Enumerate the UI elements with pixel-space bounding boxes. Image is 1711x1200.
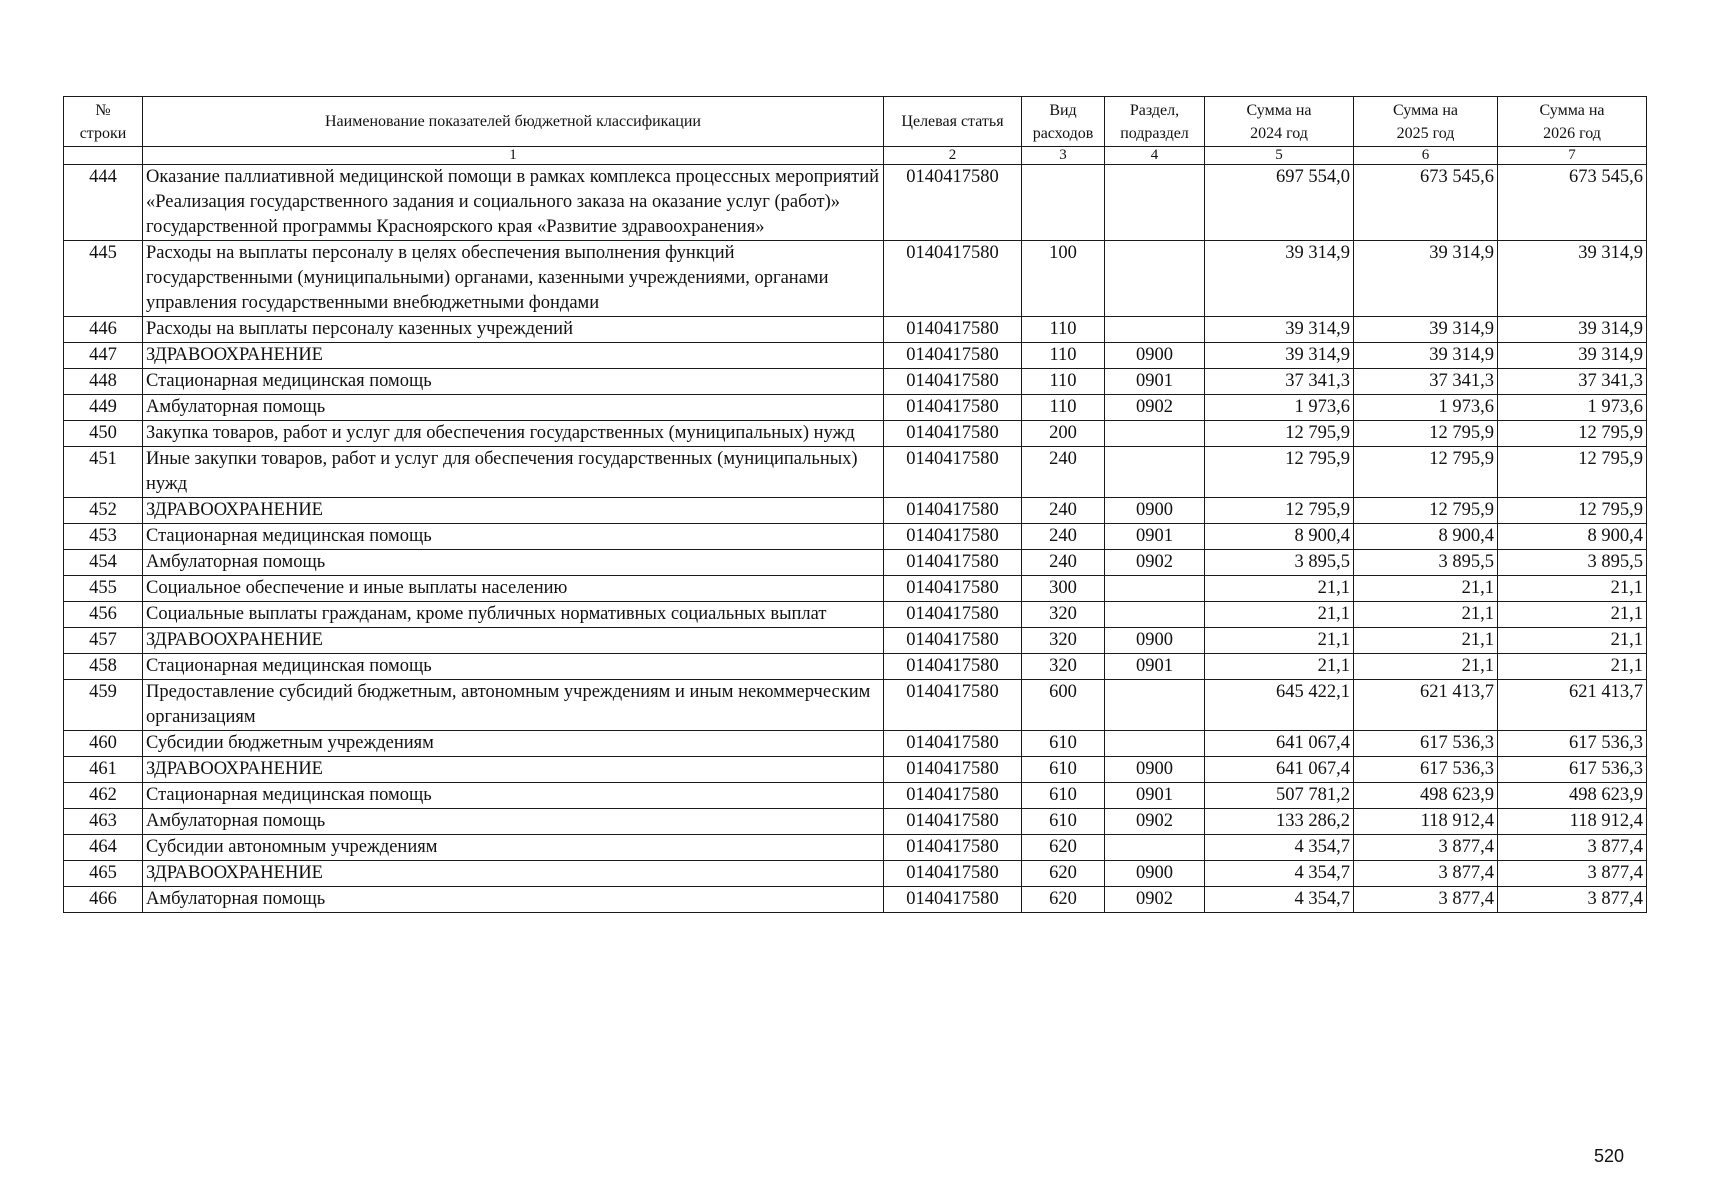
row-name-cell: Предоставление субсидий бюджетным, автономным учреждениям и иным некоммерческим организациям [143, 680, 884, 731]
header-section-line2: подраздел [1120, 124, 1189, 142]
target-article-cell: 0140417580 [884, 628, 1022, 654]
table-row [64, 783, 1647, 809]
target-article-cell: 0140417580 [884, 447, 1022, 498]
table-row [64, 731, 1647, 757]
target-article-cell: 0140417580 [884, 731, 1022, 757]
target-article-cell: 0140417580 [884, 241, 1022, 317]
section-cell [1105, 165, 1205, 241]
table-row [64, 421, 1647, 447]
column-number-row [64, 147, 1647, 165]
sum-2025-cell: 1 973,6 [1354, 395, 1498, 421]
expense-type-cell: 320 [1022, 628, 1105, 654]
section-cell: 0902 [1105, 809, 1205, 835]
header-sum-2026 [1498, 97, 1647, 147]
column-number: 1 [143, 147, 884, 165]
row-name-cell: Расходы на выплаты персоналу казенных учреждений [143, 317, 884, 343]
section-cell: 0902 [1105, 550, 1205, 576]
sum-2025-cell: 8 900,4 [1354, 524, 1498, 550]
row-name-cell: Стационарная медицинская помощь [143, 369, 884, 395]
sum-2026-cell: 617 536,3 [1498, 757, 1647, 783]
sum-2025-cell: 12 795,9 [1354, 498, 1498, 524]
sum-2024-cell: 12 795,9 [1205, 421, 1354, 447]
header-expense-type-line1: Вид [1049, 101, 1077, 119]
row-name-cell: Стационарная медицинская помощь [143, 783, 884, 809]
section-cell [1105, 421, 1205, 447]
target-article-cell: 0140417580 [884, 576, 1022, 602]
table-row [64, 498, 1647, 524]
column-number [64, 147, 143, 165]
table-row [64, 343, 1647, 369]
section-cell [1105, 602, 1205, 628]
header-expense-type-line2: расходов [1032, 124, 1094, 142]
section-cell: 0901 [1105, 783, 1205, 809]
expense-type-cell: 240 [1022, 550, 1105, 576]
target-article-cell: 0140417580 [884, 887, 1022, 913]
sum-2024-cell: 697 554,0 [1205, 165, 1354, 241]
table-row [64, 550, 1647, 576]
table-row [64, 395, 1647, 421]
section-cell: 0901 [1105, 654, 1205, 680]
row-name-cell: ЗДРАВООХРАНЕНИЕ [143, 498, 884, 524]
column-number: 3 [1022, 147, 1105, 165]
sum-2024-cell: 39 314,9 [1205, 343, 1354, 369]
row-name-cell: ЗДРАВООХРАНЕНИЕ [143, 757, 884, 783]
header-expense-type [1022, 97, 1105, 147]
target-article-cell: 0140417580 [884, 369, 1022, 395]
sum-2025-cell: 12 795,9 [1354, 447, 1498, 498]
sum-2026-cell: 1 973,6 [1498, 395, 1647, 421]
sum-2026-cell: 3 877,4 [1498, 887, 1647, 913]
sum-2024-cell: 39 314,9 [1205, 317, 1354, 343]
target-article-cell: 0140417580 [884, 165, 1022, 241]
sum-2024-cell: 21,1 [1205, 576, 1354, 602]
expense-type-cell: 240 [1022, 447, 1105, 498]
sum-2024-cell: 4 354,7 [1205, 835, 1354, 861]
sum-2024-cell: 21,1 [1205, 654, 1354, 680]
section-cell: 0901 [1105, 369, 1205, 395]
target-article-cell: 0140417580 [884, 757, 1022, 783]
sum-2025-cell: 621 413,7 [1354, 680, 1498, 731]
section-cell [1105, 731, 1205, 757]
sum-2025-cell: 3 895,5 [1354, 550, 1498, 576]
sum-2024-cell: 641 067,4 [1205, 757, 1354, 783]
sum-2026-cell: 21,1 [1498, 628, 1647, 654]
sum-2024-cell: 507 781,2 [1205, 783, 1354, 809]
section-cell [1105, 835, 1205, 861]
row-number-cell: 445 [64, 241, 143, 317]
section-cell: 0901 [1105, 524, 1205, 550]
expense-type-cell: 300 [1022, 576, 1105, 602]
sum-2026-cell: 673 545,6 [1498, 165, 1647, 241]
expense-type-cell: 610 [1022, 783, 1105, 809]
sum-2026-cell: 21,1 [1498, 654, 1647, 680]
row-name-cell: Амбулаторная помощь [143, 887, 884, 913]
expense-type-cell: 110 [1022, 395, 1105, 421]
table-row [64, 524, 1647, 550]
budget-table [63, 96, 1647, 913]
target-article-cell: 0140417580 [884, 395, 1022, 421]
row-number-cell: 448 [64, 369, 143, 395]
target-article-cell: 0140417580 [884, 861, 1022, 887]
table-row [64, 165, 1647, 241]
row-number-cell: 449 [64, 395, 143, 421]
sum-2024-cell: 133 286,2 [1205, 809, 1354, 835]
table-row [64, 654, 1647, 680]
sum-2026-cell: 21,1 [1498, 576, 1647, 602]
section-cell [1105, 241, 1205, 317]
row-number-cell: 462 [64, 783, 143, 809]
header-sum-2026-line2: 2026 год [1543, 124, 1601, 142]
row-name-cell: Амбулаторная помощь [143, 809, 884, 835]
sum-2025-cell: 21,1 [1354, 602, 1498, 628]
row-number-cell: 454 [64, 550, 143, 576]
sum-2025-cell: 3 877,4 [1354, 887, 1498, 913]
table-row [64, 887, 1647, 913]
sum-2026-cell: 621 413,7 [1498, 680, 1647, 731]
sum-2025-cell: 617 536,3 [1354, 757, 1498, 783]
table-row [64, 241, 1647, 317]
column-number: 2 [884, 147, 1022, 165]
target-article-cell: 0140417580 [884, 835, 1022, 861]
expense-type-cell: 320 [1022, 602, 1105, 628]
expense-type-cell: 620 [1022, 835, 1105, 861]
header-row [64, 97, 1647, 147]
row-number-cell: 456 [64, 602, 143, 628]
sum-2024-cell: 645 422,1 [1205, 680, 1354, 731]
sum-2025-cell: 12 795,9 [1354, 421, 1498, 447]
row-name-cell: Социальное обеспечение и иные выплаты населению [143, 576, 884, 602]
section-cell: 0900 [1105, 757, 1205, 783]
expense-type-cell: 110 [1022, 343, 1105, 369]
target-article-cell: 0140417580 [884, 654, 1022, 680]
table-row [64, 680, 1647, 731]
target-article-cell: 0140417580 [884, 550, 1022, 576]
row-number-cell: 446 [64, 317, 143, 343]
table-row [64, 602, 1647, 628]
table-row [64, 576, 1647, 602]
expense-type-cell: 100 [1022, 241, 1105, 317]
section-cell [1105, 447, 1205, 498]
sum-2025-cell: 498 623,9 [1354, 783, 1498, 809]
page-number: 520 [1594, 1146, 1625, 1166]
row-name-cell: Расходы на выплаты персоналу в целях обеспечения выполнения функций государственными (муниципальными) органами, казенными учреждениями, органами управления государственными внебюджетными фондами [143, 241, 884, 317]
sum-2024-cell: 4 354,7 [1205, 861, 1354, 887]
header-sum-2024 [1205, 97, 1354, 147]
header-sum-2025 [1354, 97, 1498, 147]
expense-type-cell: 110 [1022, 369, 1105, 395]
row-name-cell: Амбулаторная помощь [143, 395, 884, 421]
target-article-cell: 0140417580 [884, 680, 1022, 731]
row-number-cell: 453 [64, 524, 143, 550]
table-row [64, 861, 1647, 887]
sum-2024-cell: 4 354,7 [1205, 887, 1354, 913]
table-body [64, 165, 1647, 913]
row-name-cell: Стационарная медицинская помощь [143, 524, 884, 550]
expense-type-cell: 200 [1022, 421, 1105, 447]
target-article-cell: 0140417580 [884, 524, 1022, 550]
row-name-cell: Амбулаторная помощь [143, 550, 884, 576]
expense-type-cell: 240 [1022, 524, 1105, 550]
section-cell: 0902 [1105, 395, 1205, 421]
target-article-cell: 0140417580 [884, 602, 1022, 628]
table-row [64, 369, 1647, 395]
sum-2024-cell: 12 795,9 [1205, 447, 1354, 498]
header-section-line1: Раздел, [1129, 101, 1180, 119]
sum-2026-cell: 39 314,9 [1498, 317, 1647, 343]
sum-2024-cell: 1 973,6 [1205, 395, 1354, 421]
header-name: Наименование показателей бюджетной классификации [143, 97, 884, 147]
expense-type-cell: 620 [1022, 887, 1105, 913]
sum-2026-cell: 3 877,4 [1498, 835, 1647, 861]
sum-2024-cell: 37 341,3 [1205, 369, 1354, 395]
table-row [64, 317, 1647, 343]
header-sum-2024-line1: Сумма на [1246, 101, 1312, 119]
section-cell: 0900 [1105, 861, 1205, 887]
sum-2025-cell: 39 314,9 [1354, 317, 1498, 343]
section-cell [1105, 317, 1205, 343]
section-cell: 0902 [1105, 887, 1205, 913]
sum-2026-cell: 12 795,9 [1498, 447, 1647, 498]
table-header [64, 97, 1647, 165]
row-number-cell: 444 [64, 165, 143, 241]
expense-type-cell: 600 [1022, 680, 1105, 731]
sum-2026-cell: 39 314,9 [1498, 241, 1647, 317]
expense-type-cell: 110 [1022, 317, 1105, 343]
row-name-cell: Иные закупки товаров, работ и услуг для обеспечения государственных (муниципальных) нужд [143, 447, 884, 498]
column-number: 6 [1354, 147, 1498, 165]
table-row [64, 835, 1647, 861]
row-number-cell: 455 [64, 576, 143, 602]
section-cell: 0900 [1105, 343, 1205, 369]
row-number-cell: 463 [64, 809, 143, 835]
sum-2025-cell: 617 536,3 [1354, 731, 1498, 757]
row-name-cell: ЗДРАВООХРАНЕНИЕ [143, 628, 884, 654]
table-row [64, 757, 1647, 783]
column-number: 7 [1498, 147, 1647, 165]
header-row-number-sign: № [95, 101, 111, 119]
sum-2026-cell: 118 912,4 [1498, 809, 1647, 835]
target-article-cell: 0140417580 [884, 317, 1022, 343]
sum-2026-cell: 8 900,4 [1498, 524, 1647, 550]
sum-2025-cell: 673 545,6 [1354, 165, 1498, 241]
table-row [64, 628, 1647, 654]
sum-2026-cell: 21,1 [1498, 602, 1647, 628]
sum-2026-cell: 12 795,9 [1498, 421, 1647, 447]
expense-type-cell: 610 [1022, 809, 1105, 835]
header-sum-2025-line2: 2025 год [1396, 124, 1455, 142]
target-article-cell: 0140417580 [884, 421, 1022, 447]
sum-2026-cell: 37 341,3 [1498, 369, 1647, 395]
sum-2026-cell: 498 623,9 [1498, 783, 1647, 809]
sum-2024-cell: 39 314,9 [1205, 241, 1354, 317]
row-number-cell: 465 [64, 861, 143, 887]
sum-2024-cell: 8 900,4 [1205, 524, 1354, 550]
sum-2025-cell: 3 877,4 [1354, 835, 1498, 861]
section-cell [1105, 576, 1205, 602]
header-sum-2026-line1: Сумма на [1539, 101, 1605, 119]
row-name-cell: Социальные выплаты гражданам, кроме публичных нормативных социальных выплат [143, 602, 884, 628]
target-article-cell: 0140417580 [884, 783, 1022, 809]
expense-type-cell: 620 [1022, 861, 1105, 887]
sum-2025-cell: 39 314,9 [1354, 241, 1498, 317]
section-cell: 0900 [1105, 498, 1205, 524]
row-name-cell: Субсидии автономным учреждениям [143, 835, 884, 861]
expense-type-cell: 240 [1022, 498, 1105, 524]
row-number-cell: 452 [64, 498, 143, 524]
row-number-cell: 466 [64, 887, 143, 913]
target-article-cell: 0140417580 [884, 343, 1022, 369]
sum-2024-cell: 641 067,4 [1205, 731, 1354, 757]
sum-2026-cell: 3 895,5 [1498, 550, 1647, 576]
sum-2025-cell: 3 877,4 [1354, 861, 1498, 887]
expense-type-cell [1022, 165, 1105, 241]
sum-2025-cell: 21,1 [1354, 654, 1498, 680]
sum-2026-cell: 39 314,9 [1498, 343, 1647, 369]
row-number-cell: 447 [64, 343, 143, 369]
section-cell: 0900 [1105, 628, 1205, 654]
row-name-cell: Закупка товаров, работ и услуг для обеспечения государственных (муниципальных) нужд [143, 421, 884, 447]
header-section [1105, 97, 1205, 147]
sum-2024-cell: 21,1 [1205, 602, 1354, 628]
row-number-cell: 461 [64, 757, 143, 783]
row-number-cell: 451 [64, 447, 143, 498]
row-number-cell: 459 [64, 680, 143, 731]
column-number: 4 [1105, 147, 1205, 165]
sum-2025-cell: 118 912,4 [1354, 809, 1498, 835]
row-name-cell: ЗДРАВООХРАНЕНИЕ [143, 343, 884, 369]
header-row-number [64, 97, 143, 147]
target-article-cell: 0140417580 [884, 809, 1022, 835]
section-cell [1105, 680, 1205, 731]
sum-2024-cell: 12 795,9 [1205, 498, 1354, 524]
sum-2026-cell: 617 536,3 [1498, 731, 1647, 757]
table-row [64, 447, 1647, 498]
sum-2026-cell: 3 877,4 [1498, 861, 1647, 887]
sum-2024-cell: 3 895,5 [1205, 550, 1354, 576]
sum-2025-cell: 39 314,9 [1354, 343, 1498, 369]
row-number-cell: 450 [64, 421, 143, 447]
expense-type-cell: 320 [1022, 654, 1105, 680]
sum-2025-cell: 21,1 [1354, 628, 1498, 654]
target-article-cell: 0140417580 [884, 498, 1022, 524]
row-number-cell: 460 [64, 731, 143, 757]
sum-2025-cell: 21,1 [1354, 576, 1498, 602]
sum-2026-cell: 12 795,9 [1498, 498, 1647, 524]
expense-type-cell: 610 [1022, 757, 1105, 783]
header-target-article: Целевая статья [884, 97, 1022, 147]
row-number-cell: 457 [64, 628, 143, 654]
table-row [64, 809, 1647, 835]
row-name-cell: Стационарная медицинская помощь [143, 654, 884, 680]
header-sum-2025-line1: Сумма на [1393, 101, 1458, 119]
column-number: 5 [1205, 147, 1354, 165]
row-name-cell: Субсидии бюджетным учреждениям [143, 731, 884, 757]
header-row-number-word: строки [79, 124, 127, 142]
row-name-cell: ЗДРАВООХРАНЕНИЕ [143, 861, 884, 887]
row-name-cell: Оказание паллиативной медицинской помощи в рамках комплекса процессных мероприятий «Реализация государственного задания и социального заказа на оказание услуг (работ)» государственной программы Красноярского края «Развитие здравоохранения» [143, 165, 884, 241]
sum-2025-cell: 37 341,3 [1354, 369, 1498, 395]
sum-2024-cell: 21,1 [1205, 628, 1354, 654]
expense-type-cell: 610 [1022, 731, 1105, 757]
row-number-cell: 458 [64, 654, 143, 680]
header-sum-2024-line2: 2024 год [1250, 124, 1308, 142]
row-number-cell: 464 [64, 835, 143, 861]
